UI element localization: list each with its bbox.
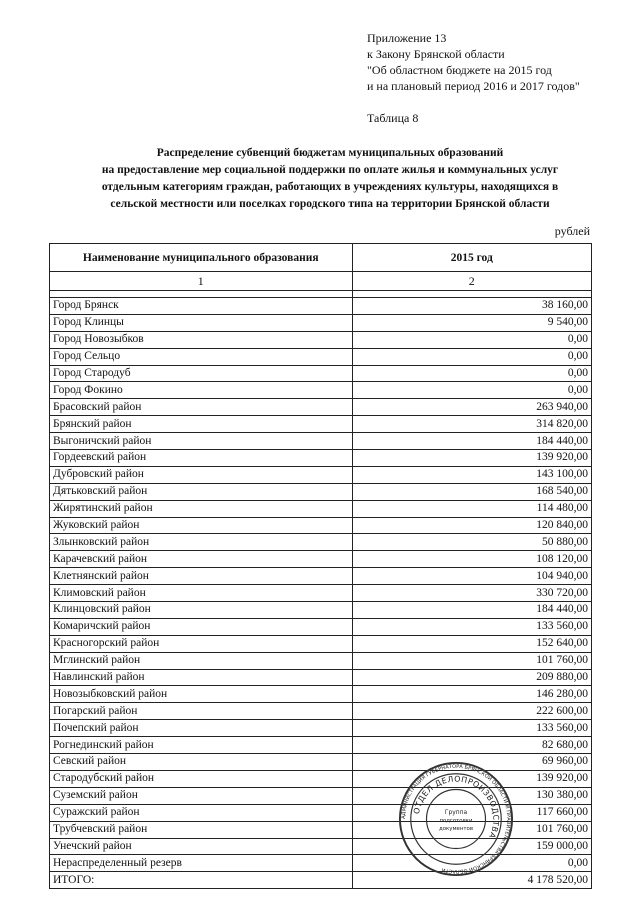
municipality-name: Город Фокино <box>50 382 353 399</box>
subsidy-amount: 108 120,00 <box>352 551 592 568</box>
col-header-name: Наименование муниципального образования <box>50 244 353 272</box>
municipality-name: Красногорский район <box>50 635 353 652</box>
municipality-name: Унечский район <box>50 838 353 855</box>
title-line-4: сельской местности или поселках городского типа на территории Брянской области <box>110 198 550 210</box>
table-header-row <box>50 244 592 272</box>
table-row <box>50 534 592 551</box>
municipality-name: Нераспределенный резерв <box>50 855 353 872</box>
subsidy-amount: 130 380,00 <box>352 787 592 804</box>
subsidy-amount: 104 940,00 <box>352 568 592 585</box>
col-number-1: 1 <box>50 272 353 291</box>
municipality-name: Злынковский район <box>50 534 353 551</box>
title-line-2: на предоставление мер социальной поддержки по оплате жилья и коммунальных услуг <box>101 164 559 176</box>
table-row <box>50 416 592 433</box>
subsidy-amount: 222 600,00 <box>352 703 592 720</box>
municipality-name: Город Новозыбков <box>50 331 353 348</box>
subsidy-amount: 69 960,00 <box>352 754 592 771</box>
subsidy-amount: 133 560,00 <box>352 618 592 635</box>
table-row <box>50 466 592 483</box>
municipality-name: Город Клинцы <box>50 314 353 331</box>
subsidy-amount: 168 540,00 <box>352 483 592 500</box>
municipality-name: Жуковский район <box>50 517 353 534</box>
subsidy-amount: 184 440,00 <box>352 433 592 450</box>
municipality-name: Гордеевский район <box>50 450 353 467</box>
stamp-outer-text: АДМИНИСТРАЦИЯ ГУБЕРНАТОРА БРЯНСКОЙ ОБЛАСТИ И ПРАВИТЕЛЬСТВА БРЯНСКОЙ ОБЛАСТИ <box>400 763 512 875</box>
table-row <box>50 331 592 348</box>
table-row <box>50 568 592 585</box>
subsidy-amount: 184 440,00 <box>352 602 592 619</box>
col-number-2: 2 <box>352 272 592 291</box>
subsidy-amount: 133 560,00 <box>352 720 592 737</box>
subsidy-amount: 101 760,00 <box>352 821 592 838</box>
subsidy-amount: 330 720,00 <box>352 585 592 602</box>
appendix-line-2: к Закону Брянской области <box>367 47 505 61</box>
spacer-row <box>50 291 592 298</box>
table-row <box>50 669 592 686</box>
subsidy-amount: 159 000,00 <box>352 838 592 855</box>
table-row <box>50 585 592 602</box>
stamp-ring-text: ОТДЕЛ ДЕЛОПРОИЗВОДСТВА <box>411 774 501 840</box>
table-row <box>50 703 592 720</box>
table-row <box>50 298 592 315</box>
table-label: Таблица 8 <box>367 111 419 125</box>
municipality-name: Клетнянский район <box>50 568 353 585</box>
municipality-name: Мглинский район <box>50 652 353 669</box>
table-row <box>50 382 592 399</box>
appendix-line-3: "Об областном бюджете на 2015 год <box>367 63 552 77</box>
table-row <box>50 618 592 635</box>
subsidy-amount: 120 840,00 <box>352 517 592 534</box>
subsidy-amount: 0,00 <box>352 382 592 399</box>
title-line-1: Распределение субвенций бюджетам муниципальных образований <box>156 147 504 159</box>
table-row <box>50 348 592 365</box>
subsidy-amount: 0,00 <box>352 348 592 365</box>
table-row <box>50 399 592 416</box>
municipality-name: Карачевский район <box>50 551 353 568</box>
table-row <box>50 500 592 517</box>
stamp-center-line-2: подготовки <box>439 817 473 824</box>
municipality-name: Город Сельцо <box>50 348 353 365</box>
units-label: рублей <box>554 224 590 238</box>
municipality-name: Выгоничский район <box>50 433 353 450</box>
municipality-name: Стародубский район <box>50 770 353 787</box>
subsidy-amount: 139 920,00 <box>352 450 592 467</box>
municipality-name: Почепский район <box>50 720 353 737</box>
table-row <box>50 483 592 500</box>
document-title <box>40 145 620 213</box>
municipality-name: Брасовский район <box>50 399 353 416</box>
stamp-center-line-1: Группа <box>444 810 468 817</box>
municipality-name: Суражский район <box>50 804 353 821</box>
municipality-name: ИТОГО: <box>50 872 353 889</box>
subsidy-amount: 0,00 <box>352 855 592 872</box>
table-row <box>50 517 592 534</box>
municipality-name: Новозыбковский район <box>50 686 353 703</box>
subsidy-amount: 263 940,00 <box>352 399 592 416</box>
municipality-name: Севский район <box>50 754 353 771</box>
municipality-name: Дятьковский район <box>50 483 353 500</box>
municipality-name: Жирятинский район <box>50 500 353 517</box>
subsidy-amount: 152 640,00 <box>352 635 592 652</box>
table-row <box>50 602 592 619</box>
municipality-name: Комаричский район <box>50 618 353 635</box>
col-header-year: 2015 год <box>352 244 592 272</box>
table-row <box>50 737 592 754</box>
appendix-line-4: и на плановый период 2016 и 2017 годов" <box>367 79 580 93</box>
subsidy-amount: 143 100,00 <box>352 466 592 483</box>
subsidy-amount: 50 880,00 <box>352 534 592 551</box>
municipality-name: Брянский район <box>50 416 353 433</box>
subsidy-amount: 101 760,00 <box>352 652 592 669</box>
column-number-row <box>50 272 592 291</box>
subsidy-amount: 114 480,00 <box>352 500 592 517</box>
table-row <box>50 433 592 450</box>
municipality-name: Клинцовский район <box>50 602 353 619</box>
table-row <box>50 635 592 652</box>
title-line-3: отдельным категориям граждан, работающих в учреждениях культуры, находящихся в <box>101 181 559 193</box>
table-row <box>50 314 592 331</box>
office-stamp <box>397 760 515 878</box>
appendix-line-1: Приложение 13 <box>367 31 447 45</box>
table-row <box>50 365 592 382</box>
municipality-name: Город Брянск <box>50 298 353 315</box>
subsidy-amount: 146 280,00 <box>352 686 592 703</box>
municipality-name: Погарский район <box>50 703 353 720</box>
municipality-name: Город Стародуб <box>50 365 353 382</box>
subsidy-amount: 209 880,00 <box>352 669 592 686</box>
municipality-name: Рогнединский район <box>50 737 353 754</box>
document-appendix-header <box>367 30 580 94</box>
subsidy-amount: 139 920,00 <box>352 770 592 787</box>
subsidy-amount: 4 178 520,00 <box>352 872 592 889</box>
table-row <box>50 652 592 669</box>
subsidy-amount: 117 660,00 <box>352 804 592 821</box>
municipality-name: Климовский район <box>50 585 353 602</box>
stamp-center-line-3: документов <box>439 825 473 832</box>
subsidy-amount: 0,00 <box>352 331 592 348</box>
subsidy-amount: 38 160,00 <box>352 298 592 315</box>
table-row <box>50 450 592 467</box>
table-row <box>50 720 592 737</box>
subsidy-amount: 82 680,00 <box>352 737 592 754</box>
table-row <box>50 551 592 568</box>
table-row <box>50 686 592 703</box>
subsidy-amount: 314 820,00 <box>352 416 592 433</box>
municipality-name: Дубровский район <box>50 466 353 483</box>
municipality-name: Трубчевский район <box>50 821 353 838</box>
municipality-name: Навлинский район <box>50 669 353 686</box>
subsidy-amount: 9 540,00 <box>352 314 592 331</box>
subsidy-amount: 0,00 <box>352 365 592 382</box>
municipality-name: Суземский район <box>50 787 353 804</box>
